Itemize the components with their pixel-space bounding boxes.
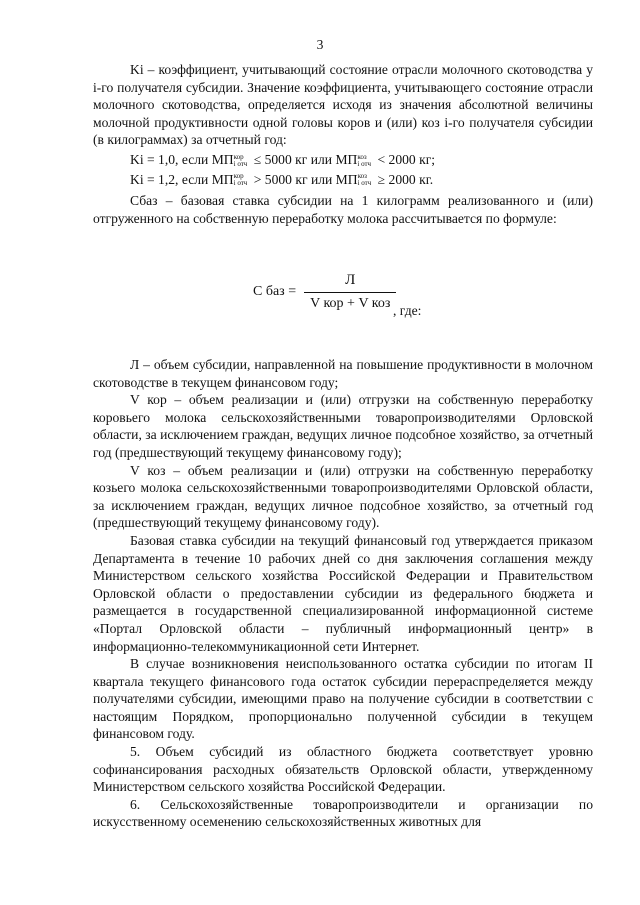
formula-fraction — [304, 272, 396, 312]
formula-lhs: С баз = — [253, 284, 297, 300]
paragraph-vkoz-definition: V коз – объем реализации и (или) отгрузки на собственную переработку козьего молока сельскохозяйственными товаропроизводителями Орловской области, за исключением граждан, ведущих личное подсобное хозяйство, за отчетный год (предшествующий текущему финансовому году). — [93, 462, 593, 531]
ki2-condition-2: ≥ 2000 кг. — [374, 171, 434, 187]
ki1-condition-1: ≤ 5000 кг или МП — [250, 151, 358, 167]
paragraph-item-5: 5. Объем субсидий из областного бюджета соответствует уровню софинансирования расходных обязательств Орловской области, утвержденному Министерством сельского хозяйства Российской Федерации. — [93, 744, 593, 795]
ki-condition-1 — [93, 151, 593, 169]
ki2-condition-1: > 5000 кг или МП — [250, 171, 358, 187]
ki2-index-2: коз i отч — [357, 172, 372, 188]
paragraph-cbaz-definition: Сбаз – базовая ставка субсидии на 1 килограмм реализованного и (или) отгруженного на собственную переработку молока рассчитывается по формуле: — [93, 193, 593, 226]
page-number: 3 — [316, 37, 324, 52]
paragraph-remainder: В случае возникновения неиспользованного остатка субсидии по итогам II квартала текущего финансового года остаток субсидии перераспределяется между получателями субсидии, имеющими право на получение субсидии в соответствии с настоящим Порядком, пропорционально полученной субсидии в текущем финансовом году. — [93, 656, 593, 742]
formula-suffix: , где: — [393, 303, 422, 318]
ki1-lead: Ki = 1,0, если МП — [130, 151, 234, 167]
ki1-index-2: коз i отч — [357, 152, 372, 168]
ki2-index-1: кор i отч — [233, 172, 248, 188]
ki-condition-2 — [93, 171, 593, 189]
formula-numerator: Л — [345, 272, 356, 288]
base-rate-formula — [93, 272, 593, 332]
paragraph-l-definition: Л – объем субсидии, направленной на повышение продуктивности в молочном скотоводстве в текущем финансовом году; — [93, 357, 593, 390]
paragraph-vkor-definition: V кор – объем реализации и (или) отгрузки на собственную переработку коровьего молока сельскохозяйственными товаропроизводителями Орловской области, за исключением граждан, ведущих личное подсобное хозяйство, за отчетный год (предшествующий текущему финансовому году); — [93, 392, 593, 460]
text-block-top — [93, 61, 593, 227]
ki1-index-1: кор i отч — [233, 152, 248, 168]
paragraph-base-rate: Базовая ставка субсидии на текущий финансовый год утверждается приказом Департамента в течение 10 рабочих дней со дня заключения соглашения между Министерством сельского хозяйства Российской Федерации и Правительством Орловской области о предоставлении субсидии из федерального бюджета и размещается в государственной специализированной информационной системе «Портал Орловской области – публичный информационный центр» в информационно-телекоммуникационной сети Интернет. — [93, 532, 593, 654]
text-block-bottom — [93, 356, 593, 831]
formula-denominator: V кор + V коз — [304, 292, 396, 313]
ki2-lead: Ki = 1,2, если МП — [130, 171, 234, 187]
paragraph-item-6: 6. Сельскохозяйственные товаропроизводители и организации по искусственному осеменению сельскохозяйственных животных для — [93, 796, 593, 830]
ki1-condition-2: < 2000 кг; — [374, 151, 436, 167]
paragraph-ki-definition: Ki – коэффициент, учитывающий состояние отрасли молочного скотоводства у i-го получателя субсидии. Значение коэффициента, учитывающего состояние отрасли молочного скотоводства, определяется исходя из значения абсолютной величины молочной продуктивности одной головы коров и (или) коз i-го получателя субсидии (в килограммах) за отчетный год: — [93, 62, 593, 148]
